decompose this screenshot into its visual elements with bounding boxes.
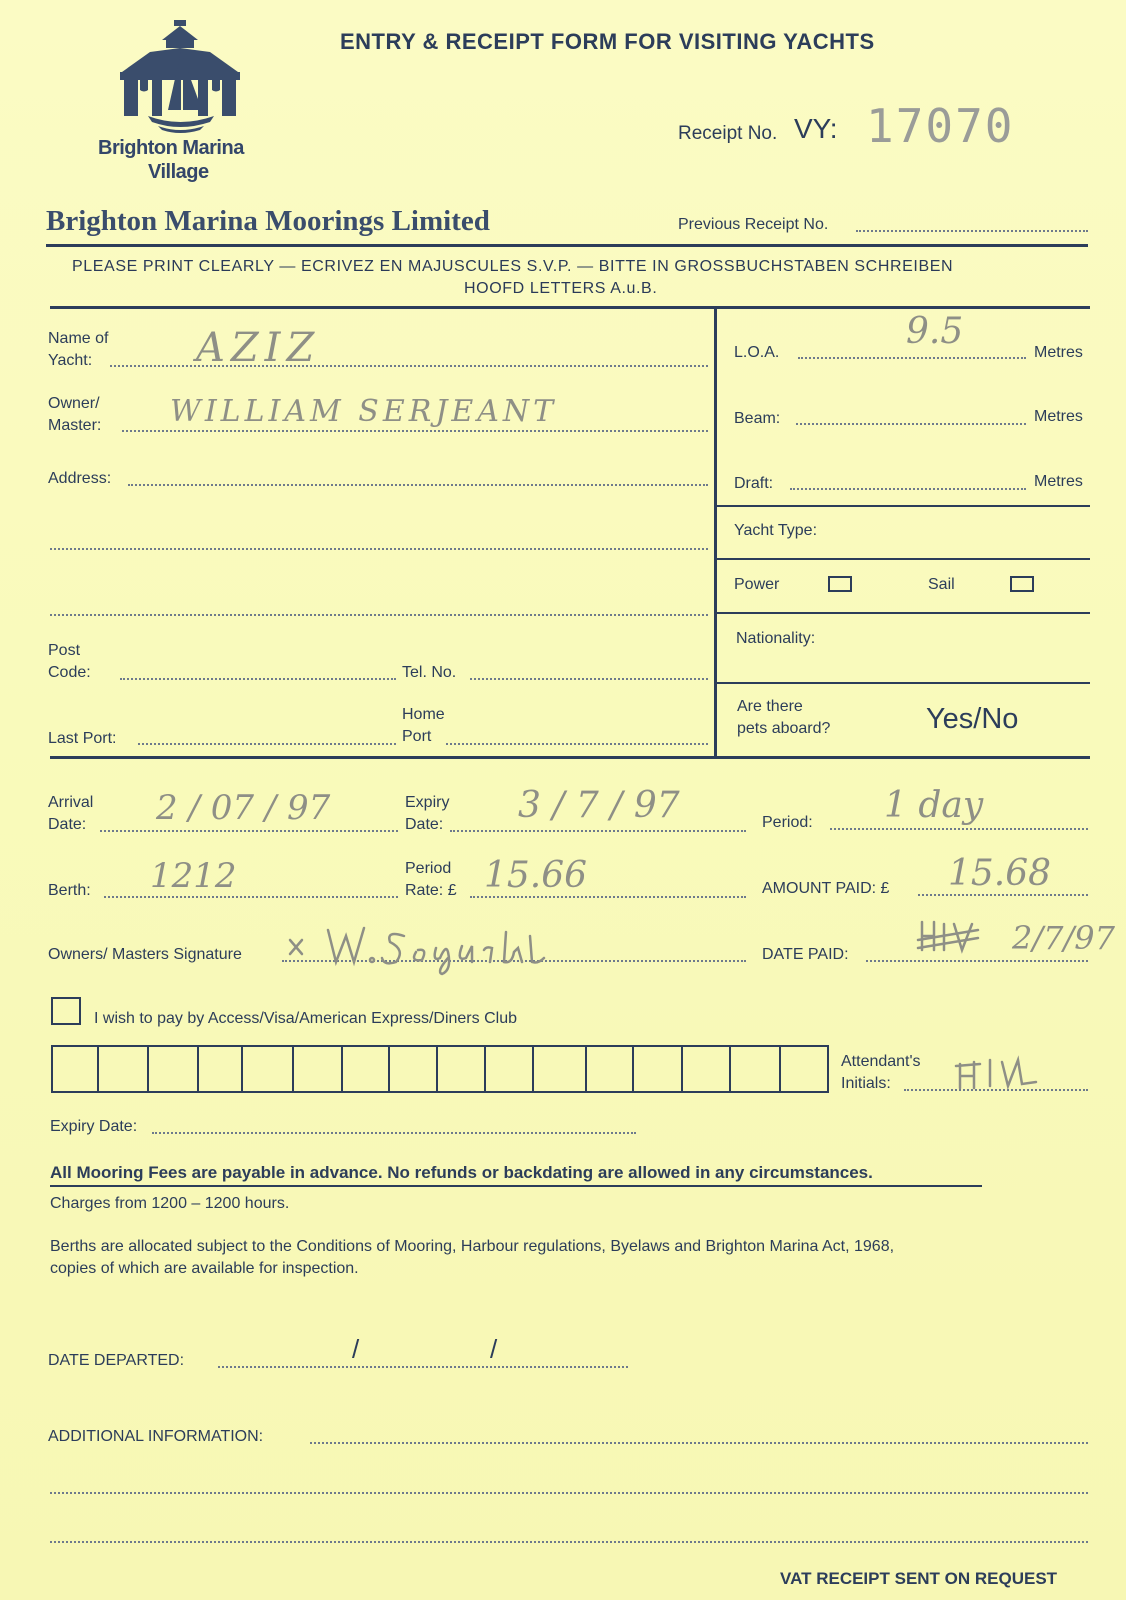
- post-code-label-2: Code:: [48, 664, 91, 681]
- right-rule-3: [716, 612, 1090, 614]
- date-departed-label: DATE DEPARTED:: [48, 1352, 185, 1369]
- section-top-rule: [50, 306, 1090, 309]
- card-number-cell[interactable]: [731, 1047, 781, 1091]
- home-port-label-2: Port: [402, 728, 432, 745]
- pets-label-1: Are there: [737, 698, 803, 715]
- home-port-field[interactable]: [446, 743, 708, 745]
- expiry-label-1: Expiry: [405, 794, 450, 811]
- card-number-cell[interactable]: [587, 1047, 634, 1091]
- period-field[interactable]: [830, 828, 1088, 830]
- date-paid-label: DATE PAID:: [762, 946, 849, 963]
- card-number-cell[interactable]: [99, 1047, 149, 1091]
- rate-label-2: Rate: £: [405, 882, 457, 899]
- form-title: ENTRY & RECEIPT FORM FOR VISITING YACHTS: [340, 29, 875, 54]
- beam-field[interactable]: [796, 423, 1026, 425]
- home-port-label-1: Home: [402, 706, 445, 723]
- yacht-name-label-2: Yacht:: [48, 352, 93, 369]
- receipt-number-prefix: VY:: [794, 113, 838, 144]
- amount-paid-handwriting: 15.68: [948, 853, 1052, 894]
- berth-field[interactable]: [104, 896, 398, 898]
- amount-paid-field[interactable]: [918, 894, 1088, 896]
- loa-unit: Metres: [1034, 344, 1083, 361]
- fees-notice-underline: [50, 1185, 982, 1187]
- arrival-label-2: Date:: [48, 816, 87, 833]
- rate-field[interactable]: [470, 896, 746, 898]
- charges-text: Charges from 1200 – 1200 hours.: [50, 1195, 290, 1212]
- receipt-number-value: 17070: [866, 99, 1015, 153]
- additional-info-label: ADDITIONAL INFORMATION:: [48, 1428, 264, 1445]
- draft-label: Draft:: [734, 475, 774, 492]
- additional-info-field-1[interactable]: [310, 1442, 1088, 1444]
- berth-handwriting: 1212: [150, 856, 237, 896]
- card-number-cell[interactable]: [51, 1047, 99, 1091]
- owner-label-2: Master:: [48, 417, 102, 434]
- card-payment-text: I wish to pay by Access/Visa/American Express/Diners Club: [94, 1010, 517, 1027]
- card-number-cell[interactable]: [343, 1047, 390, 1091]
- date-departed-slash-2: /: [490, 1334, 498, 1364]
- card-number-cell[interactable]: [683, 1047, 731, 1091]
- loa-handwriting: 9.5: [906, 311, 964, 352]
- logo-name-line1: Brighton Marina: [98, 137, 244, 159]
- signature-label: Owners/ Masters Signature: [48, 946, 242, 963]
- arrival-field[interactable]: [100, 830, 398, 832]
- header-rule: [46, 244, 1088, 247]
- owner-field[interactable]: [122, 430, 708, 432]
- address-label: Address:: [48, 470, 112, 487]
- loa-label: L.O.A.: [734, 344, 780, 361]
- expiry-handwriting: 3 / 7 / 97: [518, 785, 680, 826]
- card-number-cell[interactable]: [243, 1047, 294, 1091]
- sail-checkbox[interactable]: [1010, 576, 1034, 592]
- card-number-cell[interactable]: [534, 1047, 587, 1091]
- post-code-label-1: Post: [48, 642, 81, 659]
- right-rule-2: [716, 558, 1090, 560]
- owner-handwriting: WILLIAM SERJEANT: [170, 394, 558, 429]
- date-paid-crossed-initials: [916, 918, 982, 958]
- card-number-cell[interactable]: [634, 1047, 683, 1091]
- draft-unit: Metres: [1034, 473, 1083, 490]
- sail-label: Sail: [928, 576, 955, 593]
- post-code-field[interactable]: [120, 678, 396, 680]
- right-rule-4: [716, 682, 1090, 684]
- pets-label-2: pets aboard?: [737, 720, 831, 737]
- address-field-1[interactable]: [128, 484, 708, 486]
- arrival-handwriting: 2 / 07 / 97: [156, 788, 331, 828]
- period-handwriting: 1 day: [884, 785, 984, 826]
- owner-label-1: Owner/: [48, 395, 100, 412]
- card-expiry-label: Expiry Date:: [50, 1118, 138, 1135]
- tel-label: Tel. No.: [402, 664, 457, 681]
- card-number-cell[interactable]: [199, 1047, 243, 1091]
- pets-yes-no[interactable]: Yes/No: [926, 703, 1019, 735]
- card-number-cell[interactable]: [294, 1047, 343, 1091]
- marina-logo-icon: [118, 18, 244, 136]
- logo-name-line2: Village: [148, 161, 209, 183]
- previous-receipt-label: Previous Receipt No.: [678, 216, 829, 233]
- fees-notice: All Mooring Fees are payable in advance. No refunds or backdating are allowed in any circumstances.: [50, 1163, 873, 1182]
- expiry-label-2: Date:: [405, 816, 444, 833]
- print-instructions-line1: PLEASE PRINT CLEARLY — ECRIVEZ EN MAJUSCULES S.V.P. — BITTE IN GROSSBUCHSTABEN SCHREIBEN: [72, 258, 954, 275]
- card-number-cell[interactable]: [390, 1047, 438, 1091]
- right-rule-1: [716, 505, 1090, 507]
- previous-receipt-line[interactable]: [856, 230, 1088, 232]
- attendant-initials-mark: [954, 1052, 1044, 1092]
- nationality-label: Nationality:: [736, 630, 816, 647]
- vat-receipt-note: VAT RECEIPT SENT ON REQUEST: [780, 1569, 1058, 1588]
- conditions-text-2: copies of which are available for inspection.: [50, 1260, 359, 1277]
- owner-signature: [286, 918, 646, 976]
- rate-label-1: Period: [405, 860, 452, 877]
- draft-field[interactable]: [790, 488, 1026, 490]
- amount-paid-label: AMOUNT PAID: £: [762, 880, 890, 897]
- tel-field[interactable]: [470, 678, 708, 680]
- address-field-3[interactable]: [50, 614, 708, 616]
- card-number-cell[interactable]: [438, 1047, 486, 1091]
- attendant-initials-label-1: Attendant's: [841, 1053, 921, 1070]
- conditions-text-1: Berths are allocated subject to the Conditions of Mooring, Harbour regulations, Byelaws and Brighton Marina Act, 1968,: [50, 1238, 895, 1255]
- loa-field[interactable]: [798, 357, 1026, 359]
- address-field-2[interactable]: [50, 548, 708, 550]
- yacht-name-label-1: Name of: [48, 330, 109, 347]
- arrival-label-1: Arrival: [48, 794, 94, 811]
- attendant-initials-label-2: Initials:: [841, 1075, 891, 1092]
- card-number-cell[interactable]: [149, 1047, 199, 1091]
- date-departed-field[interactable]: [218, 1366, 628, 1368]
- print-instructions-line2: HOOFD LETTERS A.u.B.: [464, 280, 658, 297]
- last-port-label: Last Port:: [48, 730, 117, 747]
- column-divider: [714, 306, 717, 758]
- yacht-type-label: Yacht Type:: [734, 522, 818, 539]
- rate-handwriting: 15.66: [484, 855, 588, 896]
- receipt-number-label: Receipt No.: [678, 123, 778, 144]
- period-label: Period:: [762, 814, 813, 831]
- power-checkbox[interactable]: [828, 576, 852, 592]
- beam-unit: Metres: [1034, 408, 1083, 425]
- last-port-field[interactable]: [138, 743, 396, 745]
- power-label: Power: [734, 576, 780, 593]
- date-paid-field[interactable]: [866, 960, 1088, 962]
- berth-label: Berth:: [48, 882, 91, 899]
- additional-info-field-3[interactable]: [50, 1541, 1088, 1543]
- company-name: Brighton Marina Moorings Limited: [46, 205, 490, 237]
- beam-label: Beam:: [734, 410, 781, 427]
- date-departed-slash-1: /: [352, 1334, 360, 1364]
- card-number-cell[interactable]: [486, 1047, 534, 1091]
- additional-info-field-2[interactable]: [50, 1492, 1088, 1494]
- date-paid-handwriting: 2/7/97: [1012, 919, 1115, 957]
- yacht-name-handwriting: AZIZ: [196, 325, 321, 371]
- card-expiry-field[interactable]: [152, 1132, 636, 1134]
- card-payment-checkbox[interactable]: [51, 997, 81, 1025]
- expiry-field[interactable]: [450, 830, 746, 832]
- section-bottom-rule: [50, 756, 1090, 759]
